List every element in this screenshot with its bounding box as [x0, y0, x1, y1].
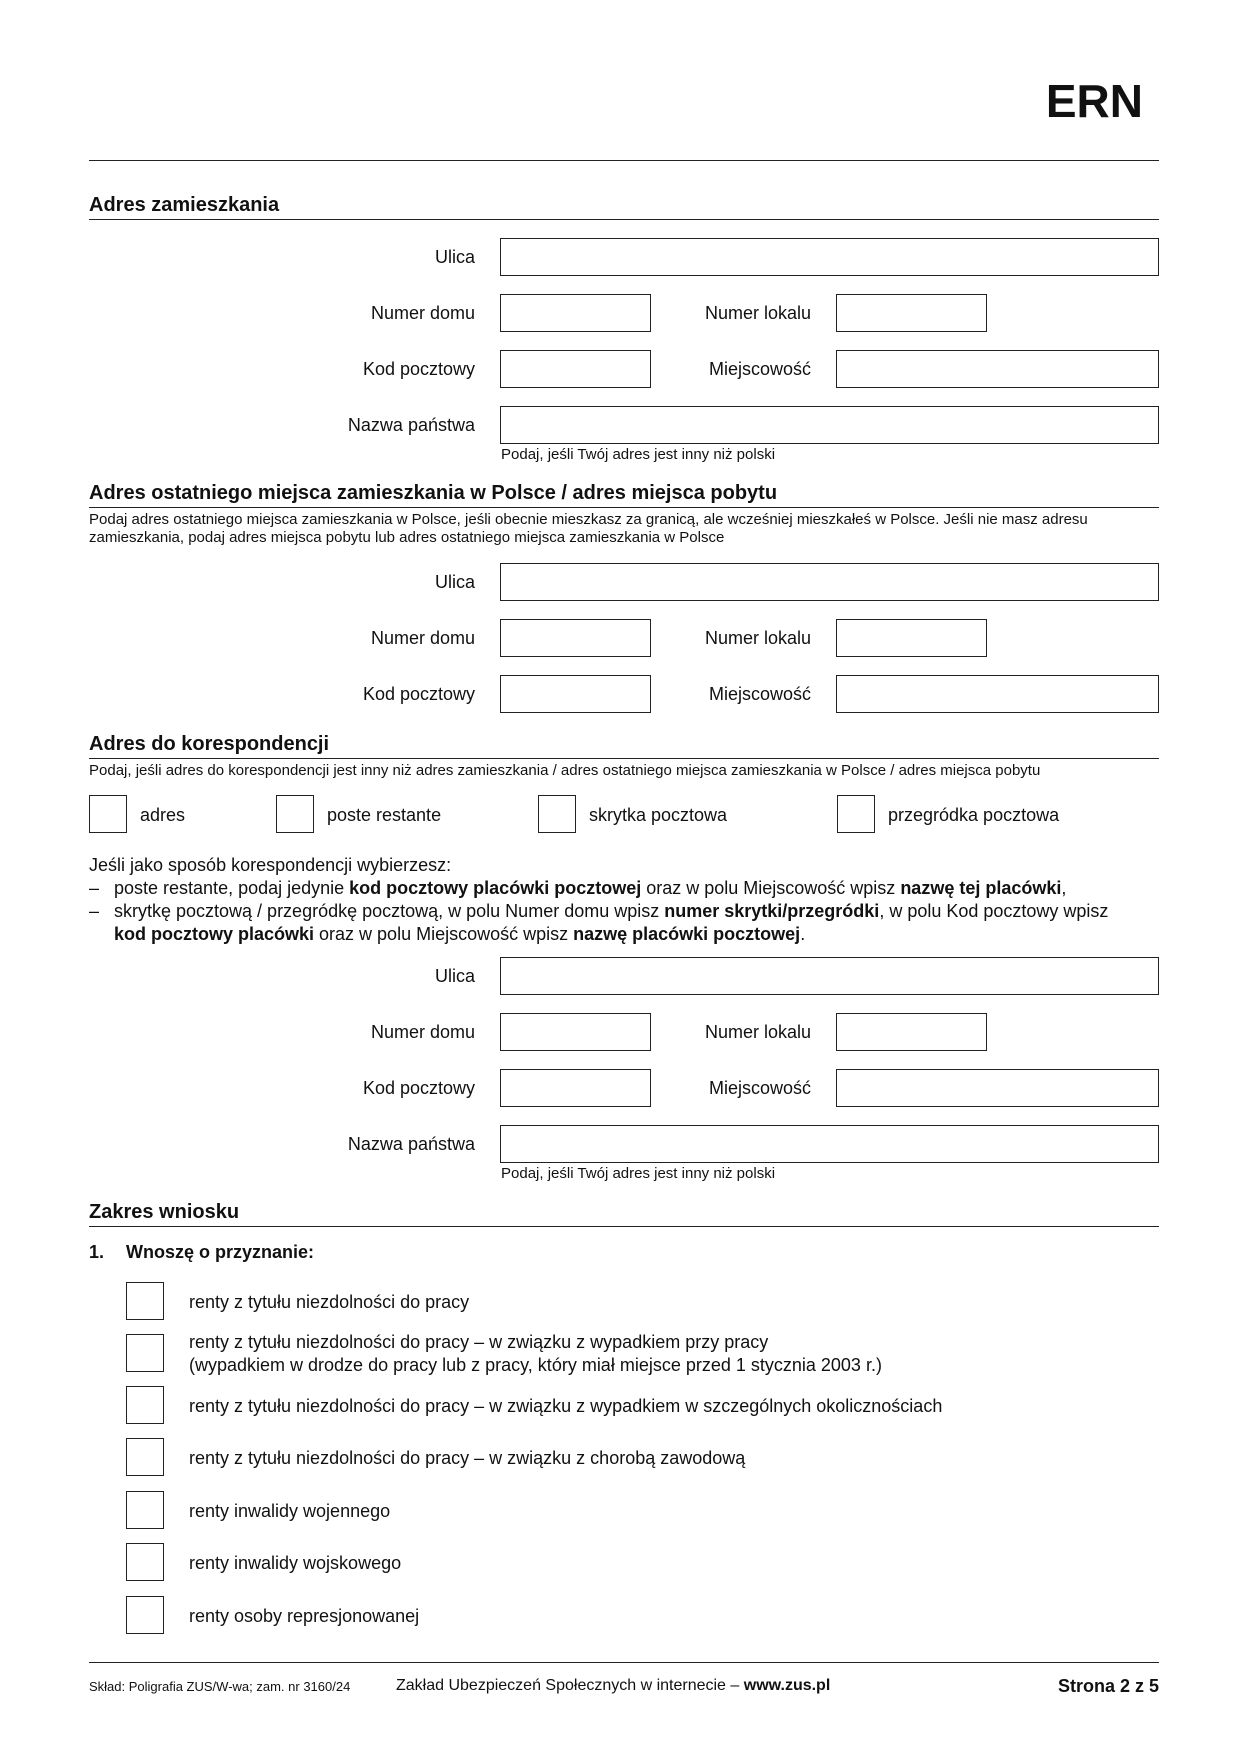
country-hint: Podaj, jeśli Twój adres jest inny niż polski — [501, 446, 776, 463]
option-checkbox-po-box[interactable] — [538, 795, 576, 833]
street-label: Ulica — [434, 247, 475, 267]
benefit-label: renty z tytułu niezdolności do pracy – w związku z wypadkiem przy pracy — [189, 1332, 769, 1352]
option-label-po-box: skrytka pocztowa — [589, 805, 728, 825]
flat-number-input[interactable] — [836, 619, 987, 657]
header-divider — [89, 160, 1159, 161]
option-checkbox-poste-restante[interactable] — [276, 795, 314, 833]
instruction-dash: – — [89, 901, 100, 921]
benefit-checkbox[interactable] — [126, 1438, 164, 1476]
benefit-checkbox[interactable] — [126, 1282, 164, 1320]
city-label: Miejscowość — [708, 1078, 811, 1098]
city-input[interactable] — [836, 1069, 1159, 1107]
flat-number-input[interactable] — [836, 1013, 987, 1051]
section-note: Podaj adres ostatniego miejsca zamieszkania w Polsce, jeśli obecnie mieszkasz za granicą, ale wcześniej mieszkałeś w Polsce. Jeśli nie masz adresu zamieszkania, podaj adres miejsca pobytu lub adres ostatniego miejsca zamieszkania w Polsce — [89, 511, 1088, 546]
house-number-label: Numer domu — [370, 303, 475, 323]
country-input[interactable] — [500, 1125, 1159, 1163]
footer-zus-text: Zakład Ubezpieczeń Społecznych w internecie – — [396, 1677, 744, 1694]
option-label-post-compartment: przegródka pocztowa — [888, 805, 1060, 825]
city-label: Miejscowość — [708, 359, 811, 379]
section-divider — [89, 758, 1159, 759]
instruction-dash: – — [89, 878, 100, 898]
street-label: Ulica — [434, 966, 475, 986]
street-input[interactable] — [500, 957, 1159, 995]
flat-number-label: Numer lokalu — [704, 1022, 811, 1042]
footer-divider — [89, 1662, 1159, 1663]
print-info: Skład: Poligrafia ZUS/W-wa; zam. nr 3160/24 — [89, 1679, 351, 1694]
section-divider — [89, 507, 1159, 508]
form-code: ERN — [1045, 75, 1143, 127]
question-text: Wnoszę o przyznanie: — [126, 1242, 315, 1262]
street-input[interactable] — [500, 563, 1159, 601]
country-label: Nazwa państwa — [347, 1134, 475, 1154]
section-divider — [89, 1226, 1159, 1227]
flat-number-label: Numer lokalu — [704, 303, 811, 323]
benefit-label: renty z tytułu niezdolności do pracy — [189, 1292, 470, 1312]
section-divider — [89, 219, 1159, 220]
benefit-checkbox[interactable] — [126, 1543, 164, 1581]
benefit-label: renty inwalidy wojskowego — [189, 1553, 402, 1573]
section-title-correspondence: Adres do korespondencji — [89, 733, 330, 755]
benefit-checkbox[interactable] — [126, 1334, 164, 1372]
benefit-label: renty inwalidy wojennego — [189, 1501, 391, 1521]
flat-number-label: Numer lokalu — [704, 628, 811, 648]
benefit-label: renty z tytułu niezdolności do pracy – w związku z chorobą zawodową — [189, 1448, 746, 1468]
section-title-residence: Adres zamieszkania — [89, 194, 280, 216]
option-checkbox-address[interactable] — [89, 795, 127, 833]
benefit-checkbox[interactable] — [126, 1386, 164, 1424]
option-checkbox-post-compartment[interactable] — [837, 795, 875, 833]
benefit-checkbox[interactable] — [126, 1596, 164, 1634]
section-title-last-residence: Adres ostatniego miejsca zamieszkania w Polsce / adres miejsca pobytu — [89, 482, 778, 504]
house-number-label: Numer domu — [370, 628, 475, 648]
question-number: 1. — [89, 1242, 105, 1262]
instruction-bullet-2: skrytkę pocztową / przegródkę pocztową, w polu Numer domu wpisz numer skrytki/przegródki, w polu Kod pocztowy wpisz kod pocztowy placówki oraz w polu Miejscowość wpisz nazwę placówki pocztowej. — [114, 901, 1109, 944]
section-title-scope: Zakres wniosku — [89, 1201, 240, 1223]
country-hint: Podaj, jeśli Twój adres jest inny niż polski — [501, 1165, 776, 1182]
benefit-label-sub: (wypadkiem w drodze do pracy lub z pracy, który miał miejsce przed 1 stycznia 2003 r.) — [189, 1355, 882, 1375]
instruction-intro: Jeśli jako sposób korespondencji wybierzesz: — [89, 855, 452, 875]
option-label-poste-restante: poste restante — [327, 805, 442, 825]
city-input[interactable] — [836, 675, 1159, 713]
postal-code-label: Kod pocztowy — [362, 1078, 475, 1098]
benefit-label: renty z tytułu niezdolności do pracy – w związku z wypadkiem w szczególnych okolicznościach — [189, 1396, 943, 1416]
benefit-checkbox[interactable] — [126, 1491, 164, 1529]
page-number: Strona 2 z 5 — [1057, 1676, 1159, 1696]
benefit-label: renty osoby represjonowanej — [189, 1606, 420, 1626]
city-label: Miejscowość — [708, 684, 811, 704]
street-label: Ulica — [434, 572, 475, 592]
postal-code-label: Kod pocztowy — [362, 359, 475, 379]
street-input[interactable] — [500, 238, 1159, 276]
footer-zus — [396, 1677, 830, 1695]
zus-website-link[interactable]: www.zus.pl — [743, 1677, 831, 1694]
city-input[interactable] — [836, 350, 1159, 388]
option-label-address: adres — [140, 805, 186, 825]
country-input[interactable] — [500, 406, 1159, 444]
section-note: Podaj, jeśli adres do korespondencji jest inny niż adres zamieszkania / adres ostatniego miejsca zamieszkania w Polsce / adres miejsca pobytu — [89, 762, 1041, 779]
postal-code-label: Kod pocztowy — [362, 684, 475, 704]
instruction-bullet-1: poste restante, podaj jedynie kod pocztowy placówki pocztowej oraz w polu Miejscowość wpisz nazwę tej placówki, — [114, 878, 1067, 898]
country-label: Nazwa państwa — [347, 415, 475, 435]
house-number-label: Numer domu — [370, 1022, 475, 1042]
flat-number-input[interactable] — [836, 294, 987, 332]
